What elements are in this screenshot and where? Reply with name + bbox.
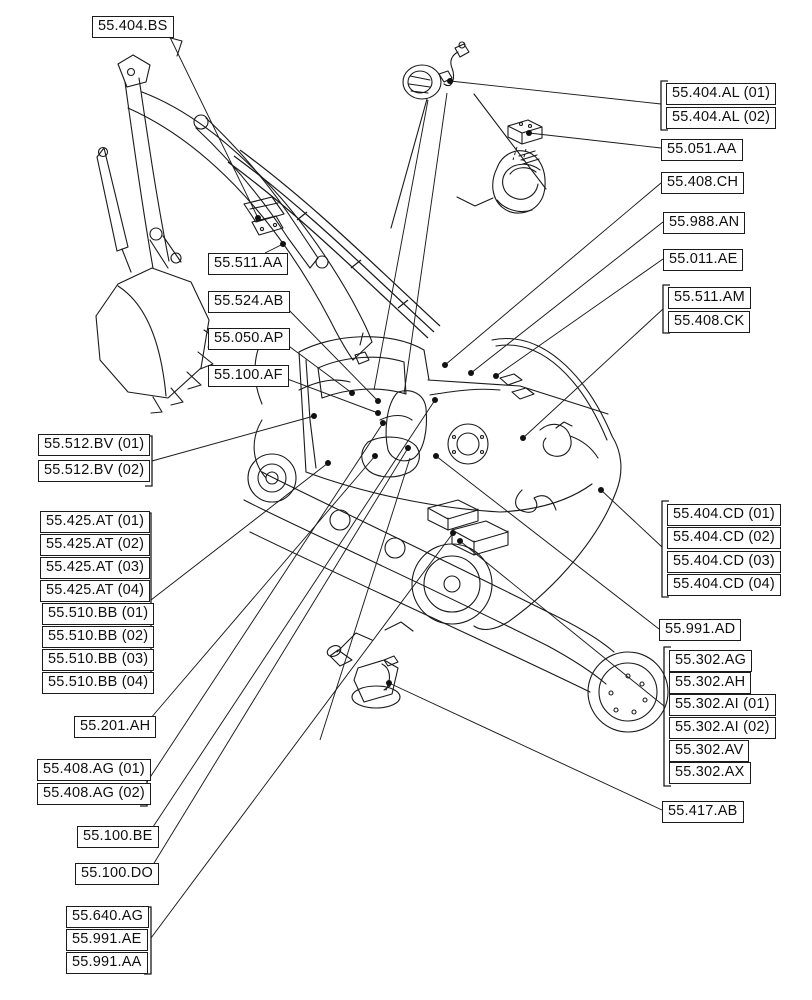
part-label-55.512.BV-01[interactable]: 55.512.BV (01) (38, 434, 150, 456)
part-label-55.425.AT-01[interactable]: 55.425.AT (01) (40, 511, 150, 533)
horn-detail (403, 42, 469, 99)
part-label-55.425.AT-04[interactable]: 55.425.AT (04) (40, 580, 150, 602)
bracket-detail (326, 644, 400, 708)
callout-brackets (140, 81, 671, 974)
part-label-55.408.CK[interactable]: 55.408.CK (668, 311, 750, 333)
part-label-55.510.BB-03[interactable]: 55.510.BB (03) (42, 649, 154, 671)
relay-detail (508, 120, 542, 144)
part-label-55.511.AM[interactable]: 55.511.AM (668, 287, 751, 309)
part-label-55.302.AI-02[interactable]: 55.302.AI (02) (669, 717, 776, 739)
boom-arm-bucket (96, 55, 372, 413)
part-label-55.512.BV-02[interactable]: 55.512.BV (02) (38, 460, 150, 482)
part-label-55.404.CD-02[interactable]: 55.404.CD (02) (667, 527, 781, 549)
part-label-55.404.CD-03[interactable]: 55.404.CD (03) (667, 551, 781, 573)
detail-connect-lines (320, 93, 447, 740)
part-label-55.100.BE[interactable]: 55.100.BE (77, 826, 159, 848)
part-label-55.050.AP[interactable]: 55.050.AP (208, 328, 290, 350)
part-label-55.510.BB-01[interactable]: 55.510.BB (01) (42, 603, 154, 625)
part-label-55.404.AL-01[interactable]: 55.404.AL (01) (666, 83, 776, 105)
part-label-55.404.CD-04[interactable]: 55.404.CD (04) (667, 574, 781, 596)
leader-lines (147, 27, 664, 938)
part-label-55.991.AE[interactable]: 55.991.AE (66, 929, 148, 951)
part-label-55.988.AN[interactable]: 55.988.AN (663, 212, 745, 234)
part-label-55.524.AB[interactable]: 55.524.AB (208, 291, 290, 313)
deck-engine-panel (306, 339, 621, 630)
part-label-55.991.AD[interactable]: 55.991.AD (659, 619, 741, 641)
part-label-55.100.DO[interactable]: 55.100.DO (75, 863, 159, 885)
part-label-55.404.CD-01[interactable]: 55.404.CD (01) (667, 504, 781, 526)
part-label-55.201.AH[interactable]: 55.201.AH (74, 716, 156, 738)
part-label-55.404.BS[interactable]: 55.404.BS (92, 16, 174, 38)
part-label-55.510.BB-02[interactable]: 55.510.BB (02) (42, 626, 154, 648)
part-label-55.302.AI-01[interactable]: 55.302.AI (01) (669, 694, 776, 716)
cover-detail (493, 151, 545, 213)
part-label-55.302.AX[interactable]: 55.302.AX (669, 762, 751, 784)
part-label-55.408.AG-02[interactable]: 55.408.AG (02) (37, 783, 151, 805)
part-label-55.408.CH[interactable]: 55.408.CH (661, 172, 744, 194)
part-label-55.417.AB[interactable]: 55.417.AB (662, 801, 744, 823)
part-label-55.511.AA[interactable]: 55.511.AA (208, 253, 288, 275)
part-label-55.408.AG-01[interactable]: 55.408.AG (01) (37, 759, 151, 781)
part-label-55.640.AG[interactable]: 55.640.AG (66, 906, 149, 928)
part-label-55.011.AE[interactable]: 55.011.AE (663, 249, 743, 271)
part-label-55.302.AH[interactable]: 55.302.AH (669, 672, 751, 694)
part-label-55.051.AA[interactable]: 55.051.AA (661, 139, 743, 161)
part-label-55.425.AT-03[interactable]: 55.425.AT (03) (40, 557, 150, 579)
part-label-55.991.AA[interactable]: 55.991.AA (66, 952, 148, 974)
part-label-55.404.AL-02[interactable]: 55.404.AL (02) (666, 107, 776, 129)
part-label-55.510.BB-04[interactable]: 55.510.BB (04) (42, 672, 154, 694)
part-label-55.302.AG[interactable]: 55.302.AG (669, 650, 752, 672)
part-label-55.425.AT-02[interactable]: 55.425.AT (02) (40, 534, 150, 556)
part-label-55.302.AV[interactable]: 55.302.AV (669, 740, 749, 762)
part-label-55.100.AF[interactable]: 55.100.AF (208, 365, 289, 387)
